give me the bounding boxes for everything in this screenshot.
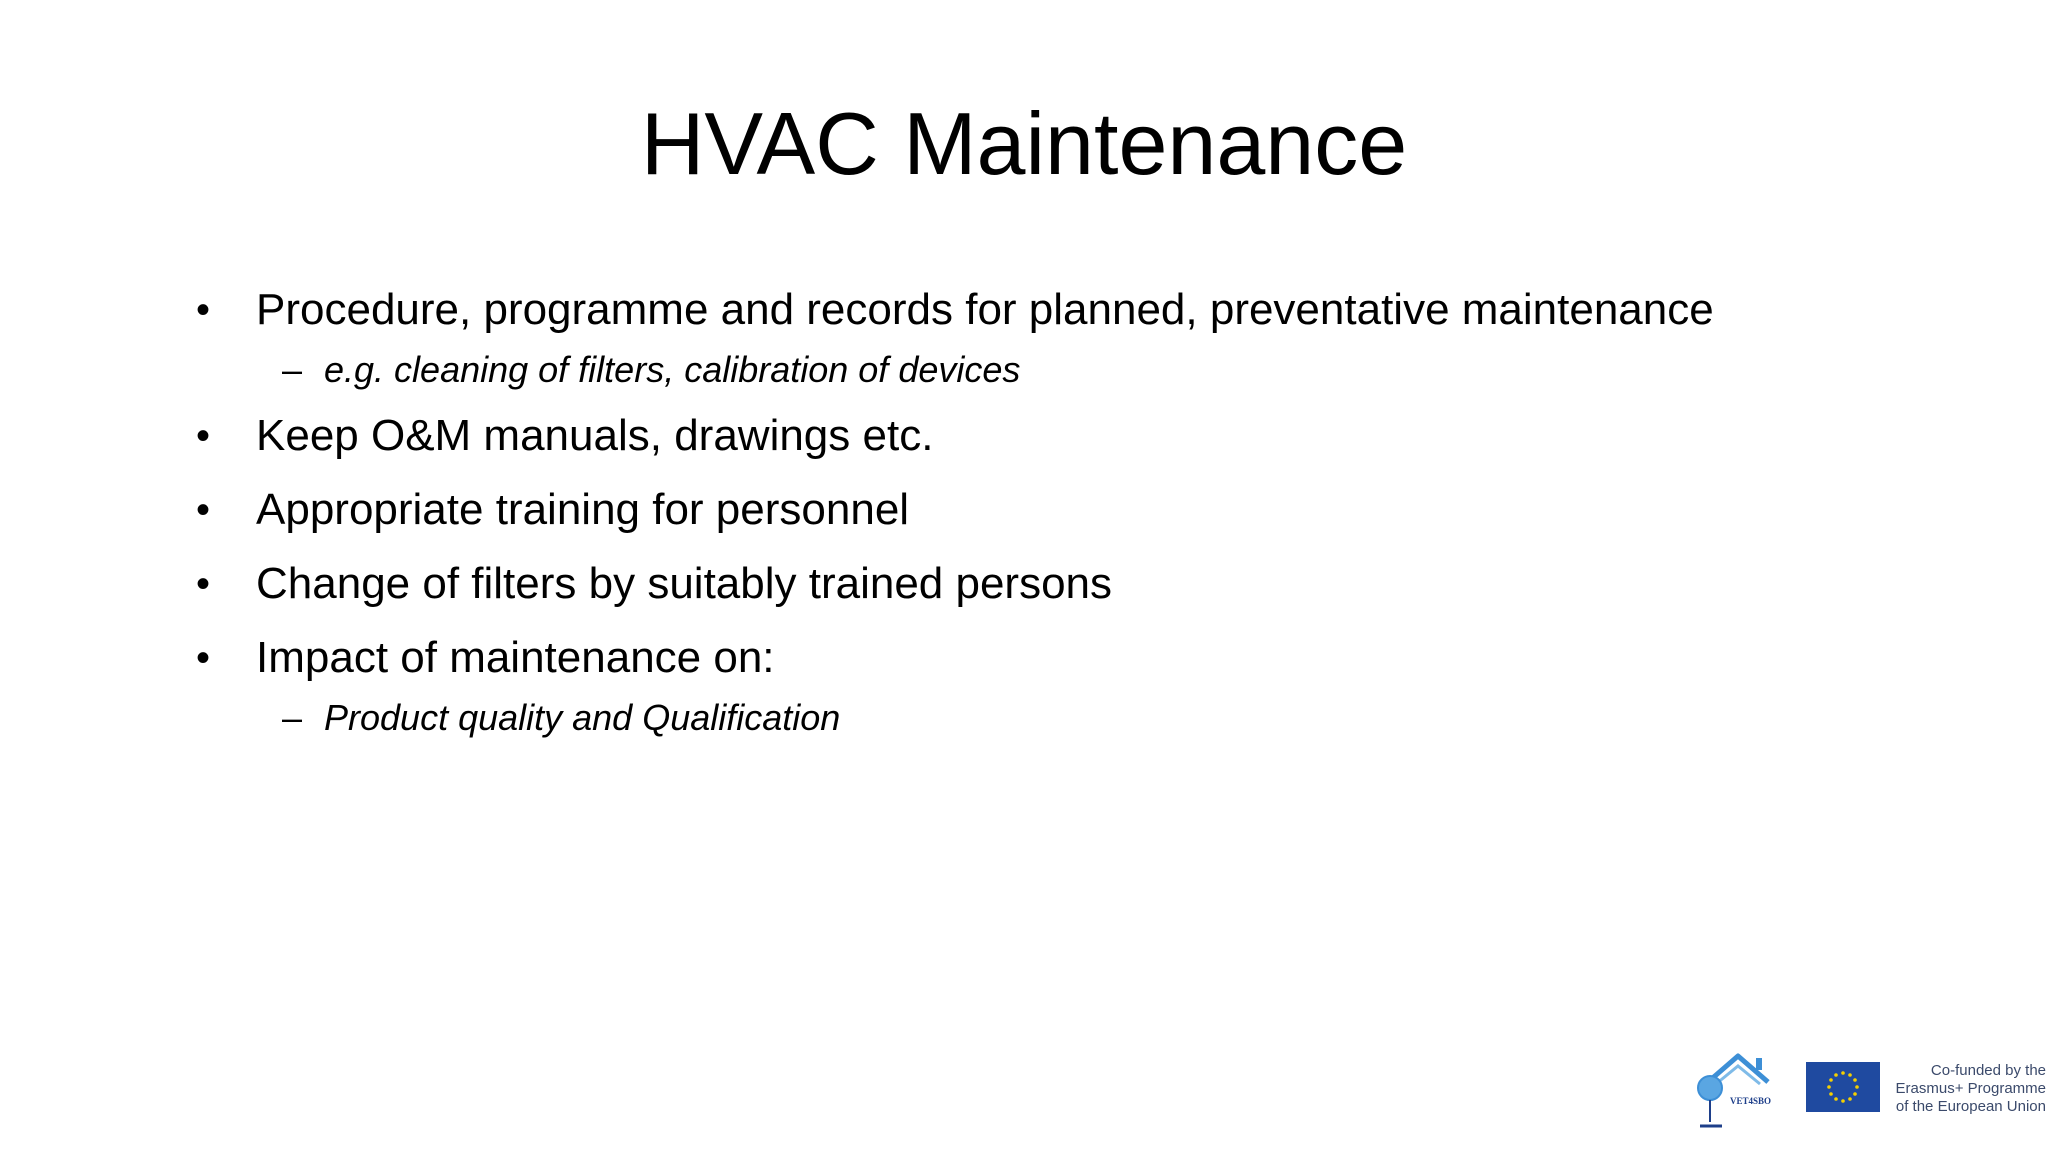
vet4sbo-logo-text: VET4SBO — [1730, 1096, 1772, 1106]
sub-bullet-text: e.g. cleaning of filters, calibration of devices — [324, 349, 1021, 390]
vet4sbo-logo-icon — [1690, 1048, 1782, 1132]
bullet-text: Change of filters by suitably trained persons — [256, 559, 1113, 608]
bullet-list — [196, 282, 1916, 742]
sub-bullet-item-2 — [196, 694, 1916, 742]
bullet-text: Keep O&M manuals, drawings etc. — [256, 411, 934, 460]
bullet-icon: • — [196, 488, 211, 532]
erasmus-line-1: Co-funded by the — [1930, 1062, 2046, 1079]
bullet-item-5 — [196, 630, 1916, 686]
bullet-icon: • — [196, 636, 211, 680]
bullet-icon: • — [196, 562, 211, 606]
bullet-text: Appropriate training for personnel — [256, 485, 910, 534]
bullet-item-4 — [196, 556, 1916, 612]
dash-icon: – — [282, 697, 303, 738]
bullet-text: Impact of maintenance on: — [256, 633, 775, 682]
bullet-text: Procedure, programme and records for planned, preventative maintenance — [256, 285, 1714, 334]
slide-title: HVAC Maintenance — [640, 94, 1408, 193]
erasmus-line-3: of the European Union — [1895, 1098, 2046, 1115]
sub-bullet-text: Product quality and Qualification — [324, 697, 841, 738]
eu-flag-icon — [1806, 1062, 1880, 1112]
bullet-icon: • — [196, 288, 211, 332]
bullet-item-3 — [196, 482, 1916, 538]
bullet-icon: • — [196, 414, 211, 458]
bullet-item-1 — [196, 282, 1916, 338]
erasmus-line-2: Erasmus+ Programme — [1895, 1080, 2046, 1097]
bullet-item-2 — [196, 408, 1916, 464]
erasmus-cofunded-text — [1888, 1062, 2046, 1116]
sub-bullet-item-1 — [196, 346, 1916, 394]
dash-icon: – — [282, 349, 303, 390]
